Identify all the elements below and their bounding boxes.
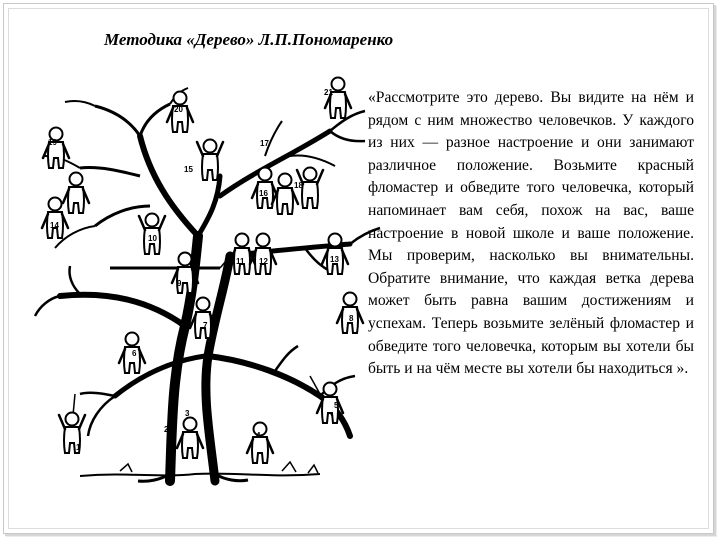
label-10: 10: [148, 234, 157, 243]
slide-title: Методика «Дерево» Л.П.Пономаренко: [104, 30, 394, 49]
label-18: 18: [294, 181, 303, 190]
label-9: 9: [177, 279, 182, 288]
label-21: 21: [324, 88, 333, 97]
instruction-text: «Рассмотрите это дерево. Вы видите на нём и рядом с ним множество человечков. У каждого из них — разное настроение и они занимают различное положение. Возьмите красный фломастер и обведите того человечка, который напоминает вам себя, похож на вас, ваше настроение в новой школе и ваше положение. Мы проверим, насколько вы внимательны. Обратите внимание, что каждая ветка дерева может быть равна вашим достижениям и успехам. Теперь возьмите зелёный фломастер и обведите того человечка, которым вы хотели бы быть и на чём месте вы хотели бы находиться ».: [368, 89, 694, 378]
label-6: 6: [132, 349, 137, 358]
label-20: 20: [174, 105, 183, 114]
label-12: 12: [259, 257, 268, 266]
label-15: 15: [184, 165, 193, 174]
label-4: 4: [256, 431, 261, 440]
label-19: 19: [48, 138, 57, 147]
tree-drawing: [20, 76, 390, 486]
label-13: 13: [330, 255, 339, 264]
label-16: 16: [259, 189, 268, 198]
tree-illustration: [20, 76, 390, 486]
label-11: 11: [236, 257, 245, 266]
label-17: 17: [260, 139, 269, 148]
label-5: 5: [334, 401, 339, 410]
label-2: 2: [164, 425, 169, 434]
label-3: 3: [185, 409, 190, 418]
label-14: 14: [50, 221, 59, 230]
label-8: 8: [349, 314, 354, 323]
label-7: 7: [203, 321, 208, 330]
label-1: 1: [76, 443, 81, 452]
